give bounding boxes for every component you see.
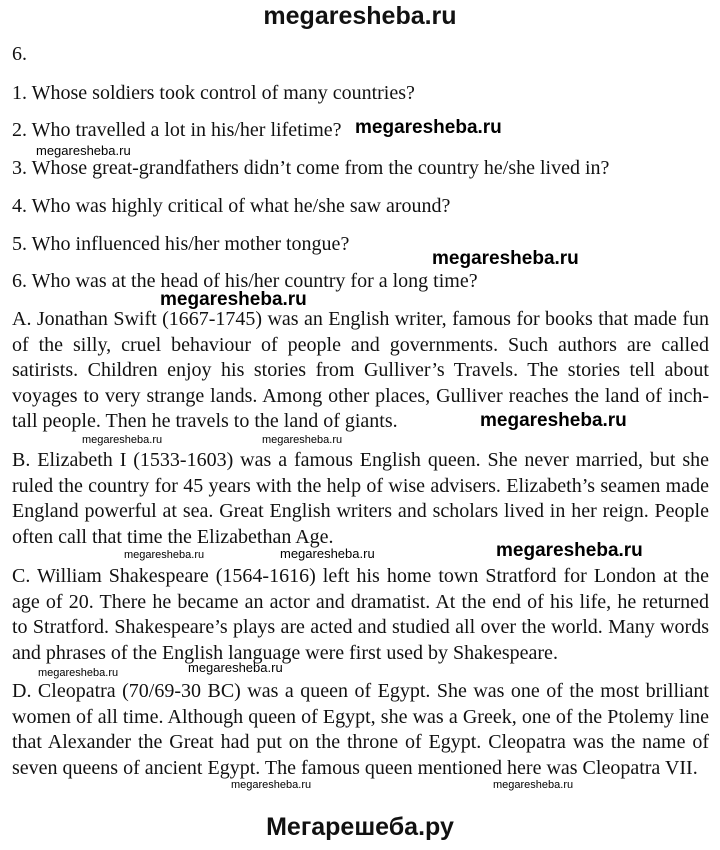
passage-c-shakespeare: C. William Shakespeare (1564-1616) left his home town Stratford for London at the age of 20. There he became an actor and dramatist. At the end of his life, he returned to Stratford. Shakespeare’s plays are acted and studied all over the world. Many words and phrases of the English language were first used by Shakespeare. <box>12 565 709 664</box>
watermark: megaresheba.ru <box>38 667 119 679</box>
watermark: megaresheba.ru <box>480 410 627 431</box>
passage-b-elizabeth: B. Elizabeth I (1533-1603) was a famous English queen. She never married, but she ruled the country for 45 years with the help of wise advisers. Elizabeth’s seamen made England powerful at sea. Great English writers and scholars lived in her reign. People often call that time the Elizabethan Age. <box>12 449 709 548</box>
exercise-number: 6. <box>12 43 27 65</box>
question-1: 1. Whose soldiers took control of many countries? <box>12 82 415 104</box>
watermark: megaresheba.ru <box>82 434 163 446</box>
site-footer: Мегарешеба.ру <box>266 813 454 841</box>
watermark: megaresheba.ru <box>280 546 375 561</box>
watermark: megaresheba.ru <box>231 779 312 791</box>
watermark: megaresheba.ru <box>493 779 574 791</box>
question-3: 3. Whose great-grandfathers didn’t come from the country he/she lived in? <box>12 157 610 179</box>
watermark: megaresheba.ru <box>355 117 502 138</box>
watermark: megaresheba.ru <box>432 248 579 269</box>
question-5: 5. Who influenced his/her mother tongue? <box>12 233 350 255</box>
question-6: 6. Who was at the head of his/her country for a long time? <box>12 270 478 292</box>
watermark: megaresheba.ru <box>36 143 131 158</box>
watermark: megaresheba.ru <box>160 289 307 310</box>
question-4: 4. Who was highly critical of what he/she saw around? <box>12 195 451 217</box>
question-2: 2. Who travelled a lot in his/her lifetime? <box>12 119 342 141</box>
passage-d-cleopatra: D. Cleopatra (70/69-30 BC) was a queen of Egypt. She was one of the most brilliant women of all time. Although queen of Egypt, she was a Greek, one of the Ptolemy line that Alexander the Great had put on the throne of Egypt. Cleopatra was the name of seven queens of ancient Egypt. The famous queen mentioned here was Cleopatra VII. <box>12 680 709 779</box>
watermark: megaresheba.ru <box>262 434 343 446</box>
site-header: megaresheba.ru <box>263 2 457 30</box>
passage-a-swift: A. Jonathan Swift (1667-1745) was an English writer, famous for books that made fun of the silly, cruel behaviour of people and governments. Such authors are called satirists. Children enjoy his stories from Gulliver’s Travels. The stories tell about voyages to very strange lands. Among other places, Gulliver reaches the land of inch-tall people. Then he travels to the land of giants. <box>12 308 709 432</box>
watermark: megaresheba.ru <box>124 549 205 561</box>
watermark: megaresheba.ru <box>188 660 283 675</box>
watermark: megaresheba.ru <box>496 540 643 561</box>
